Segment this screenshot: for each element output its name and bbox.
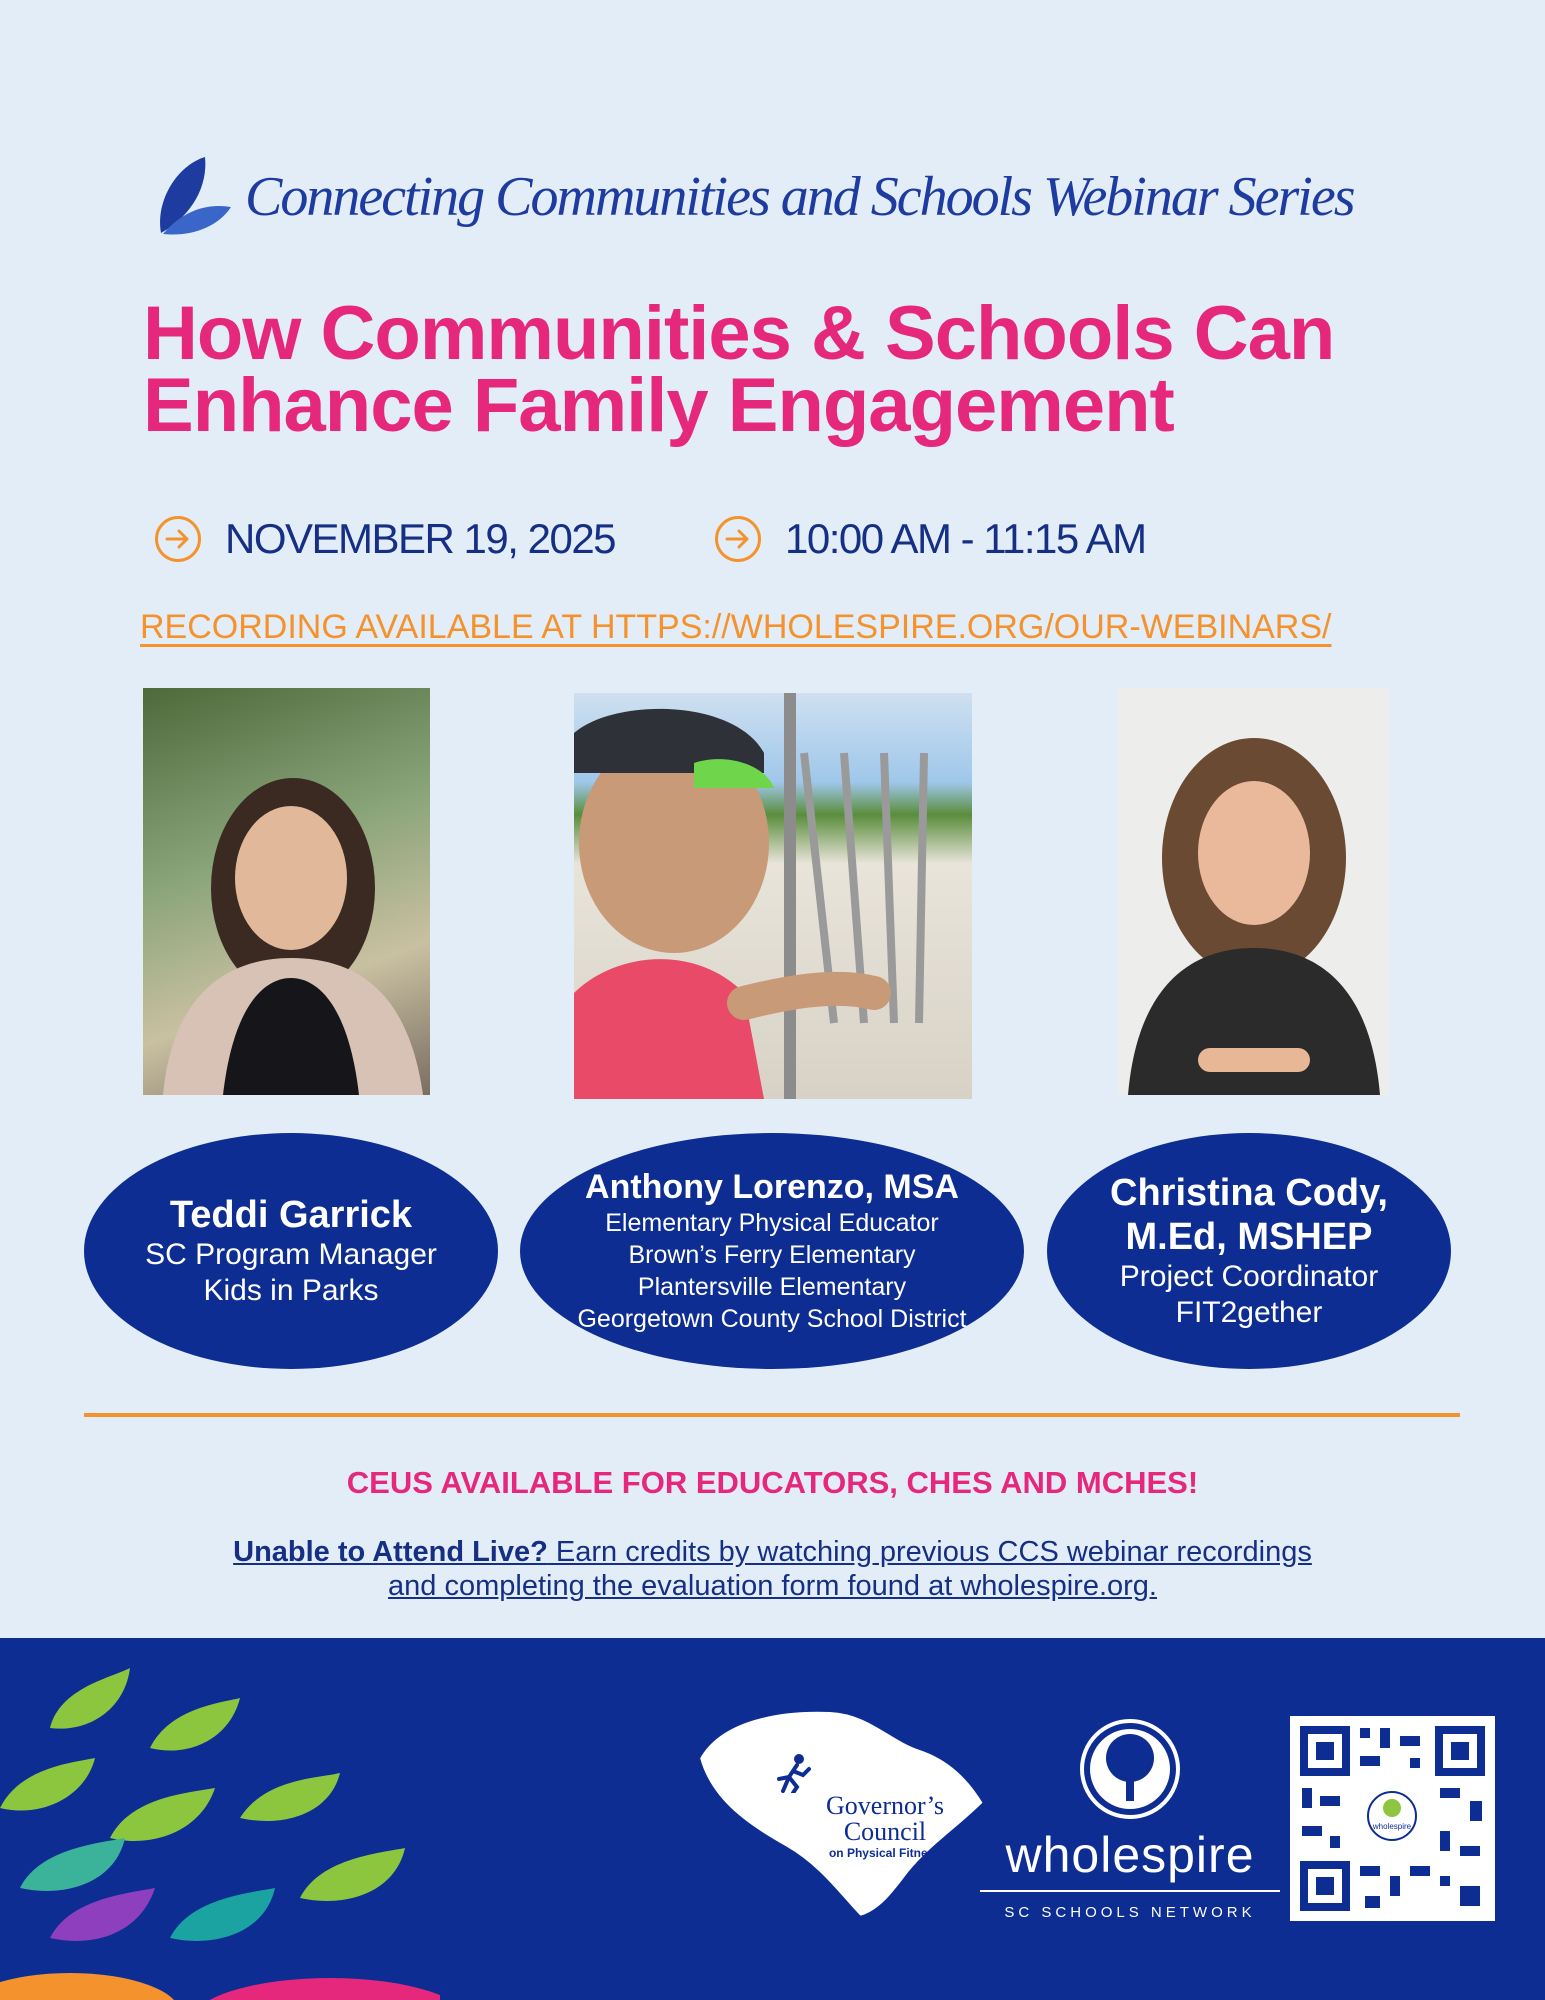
- time-row: [715, 515, 1146, 563]
- speaker-photo-teddi: [143, 688, 430, 1095]
- qr-label: wholespire: [1372, 1822, 1412, 1831]
- speaker-photo-christina: [1118, 688, 1389, 1095]
- recording-link[interactable]: RECORDING AVAILABLE AT HTTPS://WHOLESPIRE.ORG/OUR-WEBINARS/: [140, 608, 1332, 646]
- leaf-logo-icon: [153, 155, 233, 237]
- gov-line-1: Governor’s: [826, 1791, 944, 1820]
- runner-icon: [775, 1753, 815, 1793]
- page-title: [143, 291, 1443, 448]
- arrow-right-circle-icon: [155, 516, 201, 562]
- series-title: Connecting Communities and Schools Webinar Series: [245, 166, 1354, 228]
- arrow-right-circle-icon: [715, 516, 761, 562]
- leaves-decoration: [0, 1638, 440, 2000]
- gov-line-2: Council: [843, 1817, 927, 1846]
- speaker-card-christina: [1047, 1133, 1451, 1369]
- wholespire-subtitle: SC SCHOOLS NETWORK: [1004, 1904, 1256, 1921]
- footer: [0, 1638, 1545, 2000]
- speaker-card-teddi: [84, 1133, 498, 1369]
- event-time: 10:00 AM - 11:15 AM: [785, 515, 1146, 562]
- title-line-2: Enhance Family Engagement: [143, 363, 1174, 448]
- speaker-name: Christina Cody,: [1110, 1172, 1388, 1214]
- date-row: [155, 515, 615, 563]
- speaker-org: Kids in Parks: [203, 1274, 379, 1307]
- wholespire-wordmark: wholespire: [1005, 1827, 1255, 1883]
- qr-code-icon: [1290, 1716, 1495, 1921]
- attend-lead: Unable to Attend Live?: [233, 1536, 548, 1568]
- governors-council-logo: [690, 1698, 995, 1920]
- tree-icon: [1079, 1718, 1181, 1820]
- speaker-name: Teddi Garrick: [169, 1194, 413, 1236]
- qr-code[interactable]: [1290, 1716, 1495, 1921]
- speaker-school: Plantersville Elementary: [637, 1273, 907, 1301]
- gov-line-3: on Physical Fitness: [828, 1846, 942, 1860]
- divider: [84, 1413, 1460, 1417]
- attend-notice-link[interactable]: [0, 1535, 1545, 1603]
- speaker-org: FIT2gether: [1175, 1296, 1323, 1329]
- speaker-credentials: M.Ed, MSHEP: [1125, 1216, 1373, 1258]
- logo-rule: [980, 1890, 1280, 1892]
- speaker-photo-anthony: [574, 693, 972, 1099]
- attend-text-2: and completing the evaluation form found at wholespire.org.: [388, 1570, 1157, 1602]
- ceus-notice: CEUS AVAILABLE FOR EDUCATORS, CHES AND MCHES!: [346, 1465, 1199, 1500]
- speaker-role: Elementary Physical Educator: [605, 1209, 939, 1237]
- title-line-1: How Communities & Schools Can: [143, 291, 1335, 376]
- speaker-role: SC Program Manager: [145, 1238, 437, 1271]
- speaker-card-anthony: [520, 1133, 1024, 1369]
- event-date: NOVEMBER 19, 2025: [225, 515, 616, 562]
- attend-text-1: Earn credits by watching previous CCS webinar recordings: [547, 1536, 1312, 1568]
- speaker-school: Brown’s Ferry Elementary: [628, 1241, 916, 1269]
- speaker-role: Project Coordinator: [1119, 1260, 1379, 1293]
- speaker-name: Anthony Lorenzo, MSA: [585, 1168, 959, 1206]
- wholespire-logo: [975, 1718, 1285, 1968]
- speaker-district: Georgetown County School District: [577, 1305, 967, 1333]
